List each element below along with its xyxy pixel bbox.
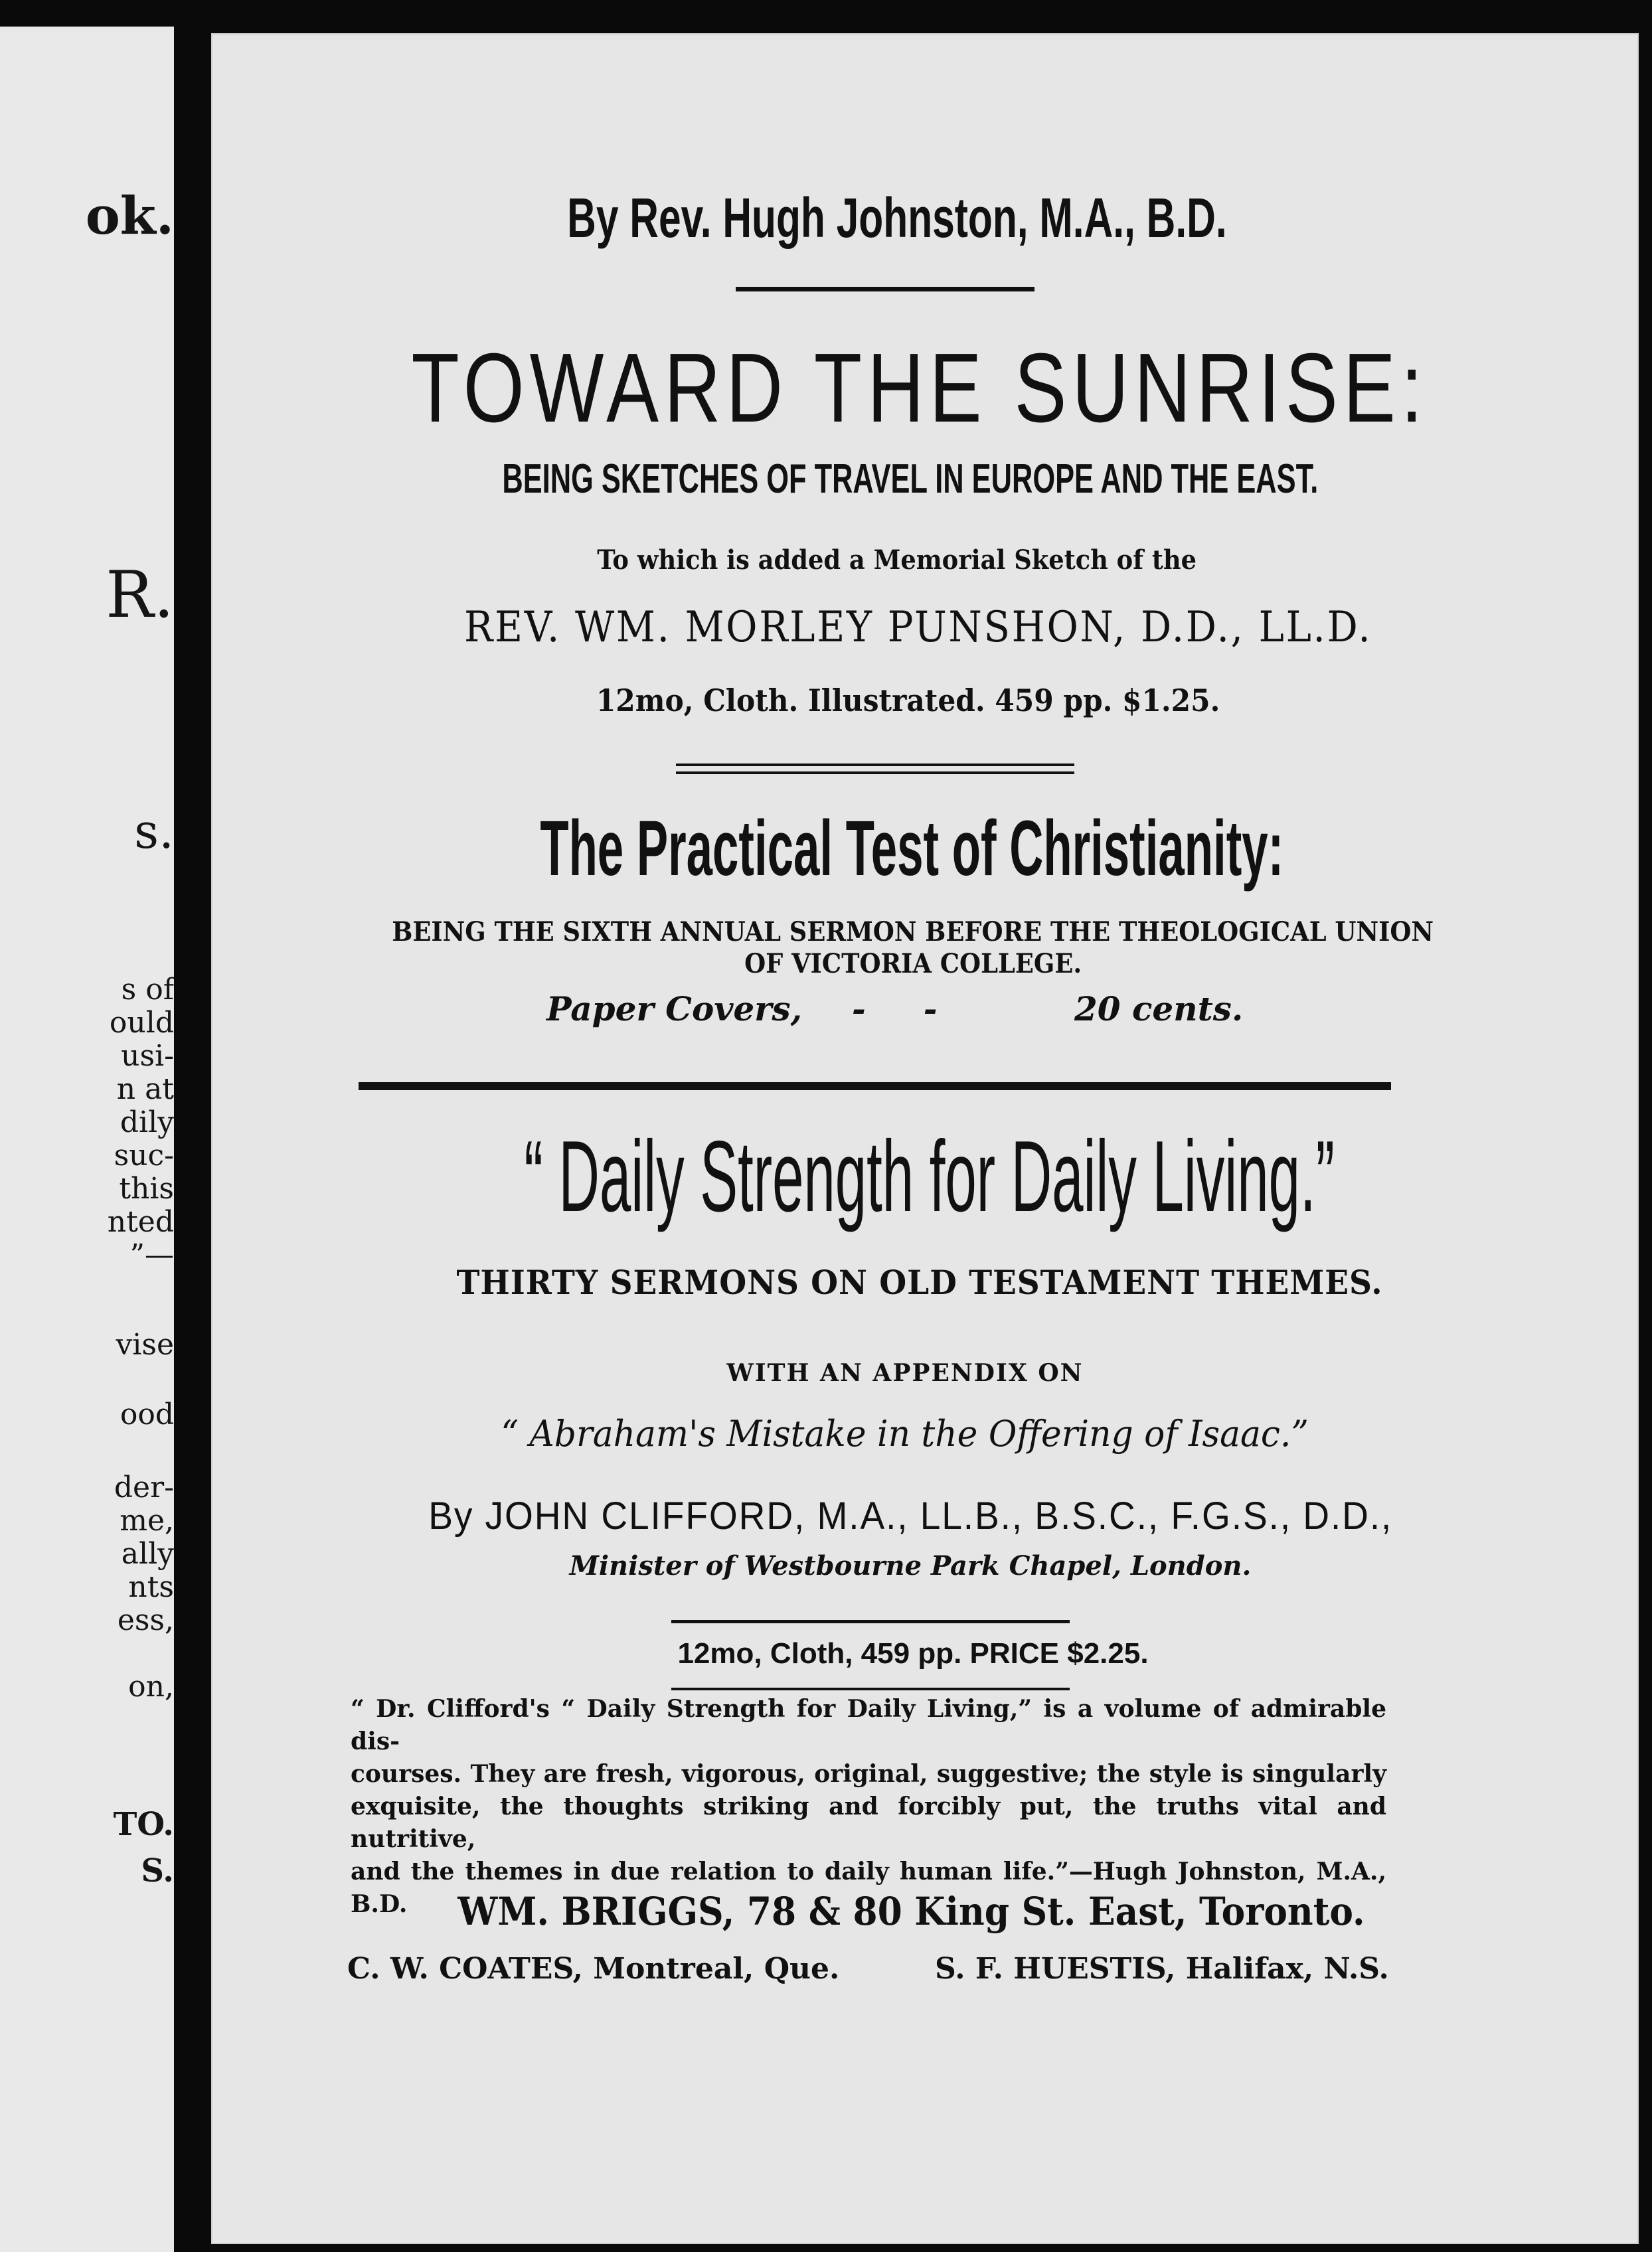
left-page-fragment: R. xyxy=(106,558,174,632)
ad2-title: The Practical Test of Christianity: xyxy=(540,805,1283,892)
ad3-appendix-label: WITH AN APPENDIX ON xyxy=(726,1359,1084,1387)
left-page-fragment: suc- xyxy=(114,1139,174,1172)
ad3-appendix-title: “ Abraham's Mistake in the Offering of Isaac.” xyxy=(501,1413,1309,1455)
left-page-fragment: ood xyxy=(120,1398,174,1431)
left-page-fragment: der- xyxy=(114,1471,174,1504)
thick-divider xyxy=(359,1082,1391,1090)
publisher-main: WM. BRIGGS, 78 & 80 King St. East, Toronto. xyxy=(457,1889,1366,1934)
review-quote-line: courses. They are fresh, vigorous, original, suggestive; the style is singularly xyxy=(351,1760,1386,1788)
ad1-author-line xyxy=(183,186,1611,250)
ad1-subtitle-line xyxy=(197,455,1624,503)
left-page-fragment: S. xyxy=(141,1852,174,1890)
ad3-appendix-title-line xyxy=(191,1413,1619,1455)
ad1-added-line xyxy=(183,544,1611,576)
short-divider xyxy=(736,287,1034,291)
ad3-title: “ Daily Strength for Daily Living.” xyxy=(524,1120,1335,1233)
left-page-fragment: this xyxy=(119,1172,174,1206)
left-page-fragment: me, xyxy=(120,1504,174,1538)
advertisement-page xyxy=(211,33,1639,2244)
left-page-fragment: s. xyxy=(134,803,174,859)
publisher-main-line xyxy=(198,1889,1625,1934)
ad2-subtitle-line1 xyxy=(199,916,1627,947)
left-page-fragment: TO. xyxy=(113,1806,174,1843)
ad3-author-role: Minister of Westbourne Park Chapel, London. xyxy=(569,1550,1252,1581)
publisher-branch-right: S. F. HUESTIS, Halifax, N.S. xyxy=(935,1952,1389,1986)
left-page-fragment: dily xyxy=(120,1105,174,1139)
left-page-fragment: s of xyxy=(121,973,174,1006)
ad3-author-role-line xyxy=(197,1550,1624,1581)
ad2-title-line xyxy=(198,803,1625,894)
ad1-subtitle: BEING SKETCHES OF TRAVEL IN EUROPE AND THE EAST. xyxy=(502,456,1319,502)
ad1-details: 12mo, Cloth. Illustrated. 459 pp. $1.25. xyxy=(596,683,1220,718)
ad3-author: By JOHN CLIFFORD, M.A., LL.B., B.S.C., F.G.S., D.D., xyxy=(428,1494,1393,1538)
left-page-fragment: nts xyxy=(128,1570,174,1604)
ad1-author: By Rev. Hugh Johnston, M.A., B.D. xyxy=(567,187,1227,249)
left-page-fragment: vise xyxy=(116,1328,174,1362)
left-page-fragment: ”— xyxy=(129,1238,174,1272)
ad2-subtitle-2: OF VICTORIA COLLEGE. xyxy=(744,948,1082,979)
left-page-fragment: usi- xyxy=(121,1039,174,1073)
review-quote xyxy=(351,1693,1386,1921)
ad1-title-line xyxy=(206,332,1633,445)
ad3-details: 12mo, Cloth, 459 pp. PRICE $2.25. xyxy=(677,1637,1149,1670)
double-rule-divider xyxy=(676,764,1074,774)
left-page-fragment: nted xyxy=(107,1205,174,1239)
ad3-subtitle: THIRTY SERMONS ON OLD TESTAMENT THEMES. xyxy=(456,1263,1383,1302)
ad2-subtitle-line2 xyxy=(199,948,1627,979)
left-page-fragment: on, xyxy=(128,1670,174,1704)
left-page-fragment: ould xyxy=(109,1006,174,1040)
ad1-subject: REV. WM. MORLEY PUNSHON, D.D., LL.D. xyxy=(464,603,1372,652)
review-quote-line: and the themes in due relation to daily human life.”—Hugh Johnston, M.A., B.D. xyxy=(351,1858,1386,1918)
ad1-subject-line xyxy=(205,603,1632,652)
ad3-title-line xyxy=(206,1119,1633,1235)
ad2-subtitle-1: BEING THE SIXTH ANNUAL SERMON BEFORE THE THEOLOGICAL UNION xyxy=(392,916,1434,947)
review-quote-line: “ Dr. Clifford's “ Daily Strength for Daily Living,” is a volume of admirable dis- xyxy=(351,1695,1386,1755)
left-page-fragment: ok. xyxy=(85,186,174,246)
ad3-subtitle-line xyxy=(206,1263,1633,1302)
ad2-price: 20 cents. xyxy=(1074,989,1244,1028)
left-facing-page xyxy=(0,27,174,2252)
ad1-title: TOWARD THE SUNRISE: xyxy=(411,333,1428,443)
ad3-author-line xyxy=(197,1494,1624,1538)
ad1-added-text: To which is added a Memorial Sketch of the xyxy=(597,544,1197,576)
price-rule-top xyxy=(671,1620,1070,1623)
left-page-fragment: ally xyxy=(121,1537,174,1571)
ad2-format: Paper Covers, xyxy=(546,989,803,1028)
ad2-dots: - - xyxy=(852,989,938,1028)
price-rule-bottom xyxy=(671,1688,1070,1690)
left-page-fragment: n at xyxy=(116,1072,174,1106)
left-page-fragment: ess, xyxy=(117,1603,174,1637)
publisher-branch-left: C. W. COATES, Montreal, Que. xyxy=(347,1952,840,1986)
ad3-details-line xyxy=(199,1637,1627,1670)
ad1-details-line xyxy=(195,683,1622,718)
ad3-appendix-label-line xyxy=(191,1359,1619,1387)
review-quote-line: exquisite, the thoughts striking and forcibly put, the truths vital and nutritive, xyxy=(351,1793,1386,1853)
